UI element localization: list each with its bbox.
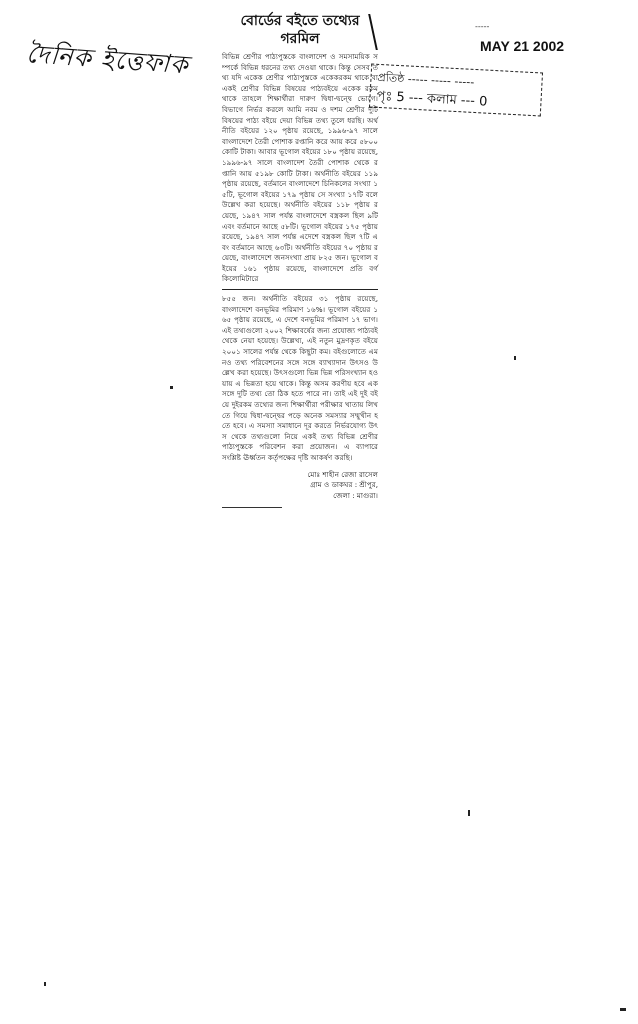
article-body-part-1: বিভিন্ন শ্রেণীর পাঠ্যপুস্তকে বাংলাদেশ ও সমসাময়িক সম্পর্কে বিভিন্ন ধরনের তথ্য দেওয়া থাকে। কিন্তু সেসব তথ্য যদি একেক শ্রেণীর পাঠ্যপুস্তকে একেকরকম থাকে বা একই শ্রেণীর বিভিন্ন বিষয়ের পাঠ্যবইয়ে একেক রকম থাকে তাহলে শিক্ষার্থীরা দারুণ দ্বিধা-দ্বন্দ্বে ভোগে। বিভাগে নির্ভর করলে আমি নবম ও দশম শ্রেণীর দুটি বিষয়ের পাঠ্য বইয়ে দেয়া বিভিন্ন তথ্য তুলে ধরছি। অর্থনীতি বইয়ের ১২০ পৃষ্ঠায় রয়েছে, ১৯৯৬-৯৭ সালে বাংলাদেশে তৈরী পোশাক রপ্তানি করে আয় করে ৫৮০০ কোটি টাকা। আবার ভূগোল বইয়ের ১৮০ পৃষ্ঠায় রয়েছে, ১৯৯৬-৯৭ সালে বাংলাদেশ তৈরী পোশাক থেকে রপ্তানি আয় ৫১৯৮ কোটি টাকা। অর্থনীতি বইয়ের ১১৯ পৃষ্ঠায় রয়েছে, বর্তমানে বাংলাদেশে চিনিকলের সংখ্যা ১৫টি, ভূগোল বইয়ের ১৭৯ পৃষ্ঠায় সে সংখ্যা ১৭টি বলে উল্লেখ করা হয়েছে। অর্থনীতি বইয়ের ১১৮ পৃষ্ঠায় রয়েছে, ১৯৪৭ সাল পর্যন্ত বাংলাদেশে বস্ত্রকল ছিল ৯টি এবং বর্তমানে আছে ৫৮টি। ভূগোল বইয়ের ১৭৫ পৃষ্ঠায় রয়েছে, ১৯৪৭ সাল পর্যন্ত এদেশে বস্ত্রকল ছিল ৭টি এবং বর্তমানে আছে ৬৩টি। অর্থনীতি বইয়ের ৭০ পৃষ্ঠায় রয়েছে, বাংলাদেশে জনসংখ্যা প্রায় ৮২৫ জন। ভূগোল বইয়ের ১৬১ পৃষ্ঠায় রয়েছে, বাংলাদেশে প্রতি বর্গ কিলোমিটারে bbox=[222, 52, 378, 284]
date-stamp: MAY 21 2002 bbox=[480, 38, 565, 54]
newspaper-source-handwritten: দৈনিক ইত্তেফাক bbox=[25, 39, 190, 80]
author-name: মোঃ শাহীন রেজা রাসেল bbox=[307, 469, 378, 479]
article-body-part-2: ৮৫৫ জন। অর্থনীতি বইয়ের ৩১ পৃষ্ঠায় রয়েছে, বাংলাদেশে বনভূমির পরিমাণ ১৬%। ভূগোল বইয়ের ১৬৫ পৃষ্ঠায় রয়েছে, এ দেশে বনভূমির পরিমাণ ১৭ ভাগ। এই তথ্যগুলো ২০০২ শিক্ষাবর্ষের জন্য প্রযোজ্য পাঠ্যবই থেকে নেয়া হয়েছে। উল্লেখ্য, এই নতুন মুদ্রণকৃত বইয়ে ২০০১ সালের পর্যন্ত থেকে কিছুটা কম। বইগুলোতে এমনও তথ্য পরিবেশনের সঙ্গে সঙ্গে ব্যাখ্যাদান উৎসও উল্লেখ করা হয়েছে। উৎসগুলো ভিন্ন ভিন্ন পরিসংখ্যান হওয়ায় এ ভিন্নতা হয়ে থাকে। কিন্তু অসম করণীয় হবে একসঙ্গে দুটি তথ্য তো ঠিক হতে পারে না। তাই এই দুই বইয়ে দুইরকম তথ্যের জন্য শিক্ষার্থীরা পরীক্ষার খাতায় লিখতে গিয়ে দ্বিধা-দ্বন্দ্বের পড়ে অনেক সমস্যার সম্মুখীন হতে হবে। এ সমস্যা সমাধানে দূর করতে নির্ভরযোগ্য উৎস থেকে তথ্যগুলো নিয়ে একই তথ্য বিভিন্ন শ্রেণীর পাঠ্যপুস্তকে পরিবেশন করা প্রয়োজন। এ ব্যাপারে সংশ্লিষ্ট ঊর্ধ্বতন কর্তৃপক্ষের দৃষ্টি আকর্ষণ করছি। bbox=[222, 294, 378, 462]
filing-stamp-line-2: পৃঃ 5 --- কলাম --- 0 bbox=[376, 88, 488, 110]
author-address-1: গ্রাম ও ডাকঘর : শ্রীপুর, bbox=[310, 480, 378, 490]
scan-speck bbox=[514, 356, 516, 360]
scan-speck bbox=[44, 982, 46, 986]
filing-stamp-line-1: প্রতিষ্ঠ ----- ----- ----- bbox=[377, 70, 475, 89]
headline-line-1: বোর্ডের বইতে তথ্যের bbox=[240, 13, 360, 29]
author-signature bbox=[222, 470, 378, 502]
scan-speck bbox=[620, 1008, 626, 1011]
date-note: ----- bbox=[475, 22, 490, 31]
scan-speck bbox=[170, 386, 173, 389]
article-headline bbox=[222, 12, 378, 48]
author-address-2: জেলা : মাগুরা। bbox=[333, 490, 378, 500]
letter-article bbox=[222, 12, 378, 508]
closing-rule bbox=[222, 507, 282, 508]
scan-speck bbox=[468, 810, 470, 816]
column-divider bbox=[222, 289, 378, 290]
headline-line-2: গরমিল bbox=[280, 31, 320, 47]
filing-stamp-box bbox=[369, 64, 543, 117]
